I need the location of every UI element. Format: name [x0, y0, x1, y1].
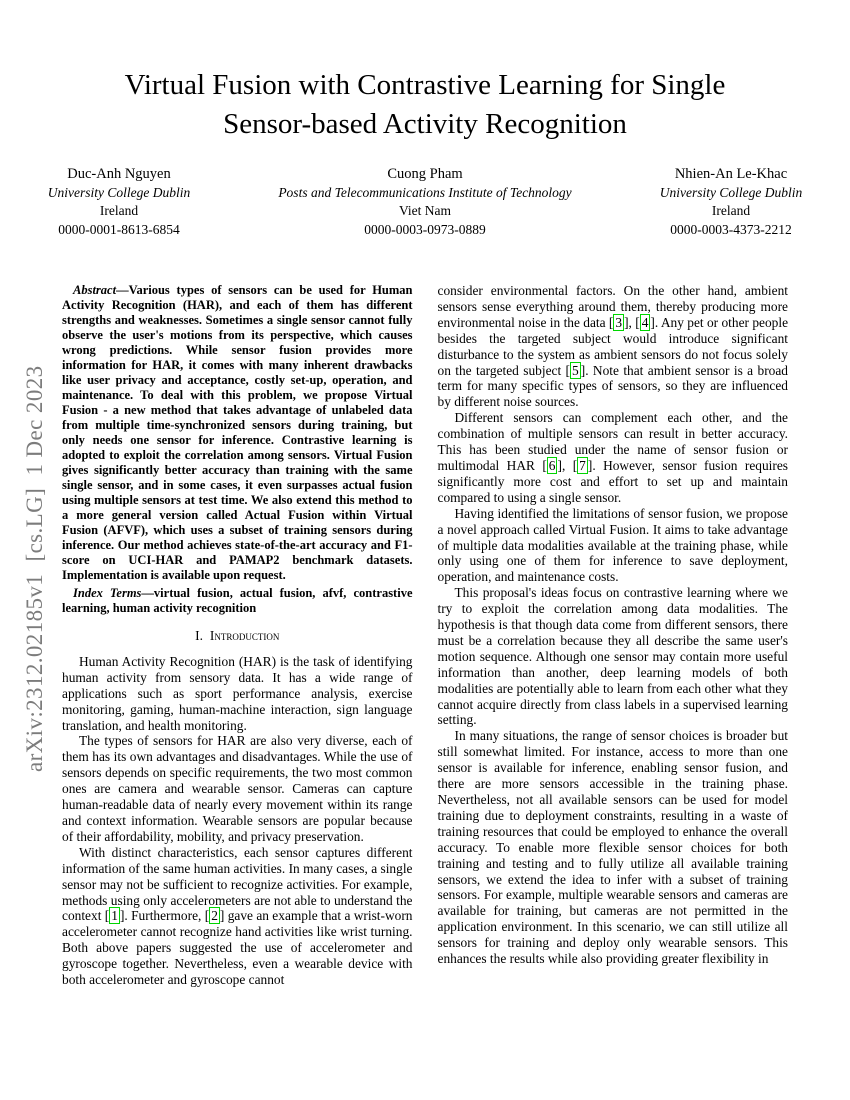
paragraph-intro-3-continued: consider environmental factors. On the other hand, ambient sensors sense everything around them, thereby producing more environmental noise in the data [ 3 ], [ 4 ]. Any pet or other people besides the targeted subject would introduce significant disturbance to the system as ambient sensors do not focus solely on the targeted subject [ 5 ]. Note that ambient sensor is a broad term for many specific types of sensors, so they are influenced by different noise sources. [437, 283, 789, 410]
paper-title-line1: Virtual Fusion with Contrastive Learning for Single [124, 69, 726, 101]
paragraph-intro-4: Different sensors can complement each other, and the combination of multiple sensors can result in better accuracy. This has been studied under the name of sensor fusion or multimodal HAR [ 6 ], [ 7 ]. However, sensor fusion requires significantly more cost and effort to set up and maintain compared to using a single sensor. [437, 410, 788, 505]
author-name: Nhien-An Le-Khac [674, 166, 788, 182]
citation-ref[interactable]: 1 [111, 908, 118, 924]
author-name: Duc-Anh Nguyen [67, 166, 171, 182]
author-affiliation: University College Dublin [659, 184, 803, 200]
citation-ref[interactable]: 4 [641, 314, 649, 330]
body-columns [62, 283, 788, 988]
citation-ref[interactable]: 2 [211, 908, 218, 924]
author-block [0, 165, 850, 239]
author-country: Ireland [711, 203, 751, 218]
author-1 [0, 165, 238, 239]
author-2 [238, 165, 612, 239]
index-terms-lead: Index Terms [73, 586, 142, 600]
section-heading-introduction [62, 628, 413, 644]
paragraph-intro-6: This proposal's ideas focus on contrastive learning where we try to exploit the correlation among data modalities. The hypothesis is that though data come from different sensors, there must be a correlation because they all describe the same user's motion sequence. Although one sensor may contain more useful information than another, deep learning models of both modalities are potentially able to learn from each other what they cannot acquire directly from class labels in a supervised learning setting. [437, 585, 788, 728]
author-name: Cuong Pham [387, 166, 463, 182]
abstract-lead: Abstract [73, 283, 117, 297]
author-3 [612, 165, 850, 239]
citation-ref[interactable]: 5 [572, 362, 579, 378]
index-terms [62, 586, 413, 616]
paper-title [0, 66, 850, 144]
paragraph-intro-2: The types of sensors for HAR are also very diverse, each of them has its own advantages and disadvantages. While the use of sensors depends on specific requirements, the two most common ones are camera and wearable sensor. Cameras can capture human-readable data of nearly every movement within its range and context information. Wearable sensors are popular because of their affordability, mobility, and privacy preservation. [62, 733, 413, 844]
author-affiliation: University College Dublin [47, 184, 191, 200]
arxiv-watermark: arXiv:2312.02185v1 [cs.LG] 1 Dec 2023 [22, 365, 47, 772]
citation-ref[interactable]: 6 [548, 457, 556, 473]
right-column [438, 283, 789, 988]
citation-ref[interactable]: 7 [579, 457, 586, 473]
section-number: I. [195, 628, 203, 643]
citation-ref[interactable]: 3 [615, 314, 623, 330]
left-column [62, 283, 413, 988]
paragraph-intro-5: Having identified the limitations of sensor fusion, we propose a novel approach called Virtual Fusion. It aims to take advantage of multiple data modalities available at the training phase, while only using one of them for inference to save deployment, operation, and maintenance costs. [437, 505, 788, 585]
paragraph-intro-1: Human Activity Recognition (HAR) is the task of identifying human activity from sensory data. It has a wide range of applications such as sport performance analysis, exercise monitoring, gaming, human-machine interaction, sign language translation, and health monitoring. [62, 653, 413, 733]
abstract-text: —Various types of sensors can be used for Human Activity Recognition (HAR), and each of them has different strengths and weaknesses. Sometimes a single sensor cannot fully observe the user's motions from its perspective, which causes wrong predictions. While sensor fusion provides more information for HAR, it comes with many inherent drawbacks like user privacy and acceptance, costly set-up, operation, and maintenance. To deal with this problem, we propose Virtual Fusion - a new method that takes advantage of unlabeled data from multiple time-synchronized sensors during training, but only needs one sensor for inference. Contrastive learning is adopted to exploit the correlation among sensors. Virtual Fusion gives significantly better accuracy than training with the same single sensor, and in some cases, it even surpasses actual fusion using multiple sensors at test time. We also extend this method to a more general version called Actual Fusion within Virtual Fusion (AFVF), which uses a subset of training sensors during inference. Our method achieves state-of-the-art accuracy and F1-score on UCI-HAR and PAMAP2 benchmark datasets. Implementation is available upon request. [62, 283, 413, 582]
paper-title-line2: Sensor-based Activity Recognition [223, 108, 627, 140]
author-orcid: 0000-0001-8613-6854 [58, 221, 180, 237]
abstract [62, 283, 413, 583]
paragraph-intro-3: With distinct characteristics, each sensor captures different information of the same human activities. In many cases, a single sensor may not be sufficient to recognize activities. For example, methods using only accelerometers are not able to understand the context [ 1 ]. Furthermore, [ 2 ] gave an example that a wrist-worn accelerometer cannot recognize hand activities like wrist turning. Both above papers suggested the use of accelerometer and gyroscope together. Nevertheless, even a wearable device with both accelerometer and gyroscope cannot [62, 844, 413, 988]
title-block [0, 0, 850, 239]
section-title: Introduction [209, 628, 280, 643]
author-country: Viet Nam [398, 203, 452, 218]
author-affiliation: Posts and Telecommunications Institute of Technology [278, 184, 572, 200]
index-terms-text: —virtual fusion, actual fusion, afvf, contrastive learning, human activity recognition [62, 586, 413, 615]
author-country: Ireland [99, 203, 139, 218]
paragraph-intro-7: In many situations, the range of sensor choices is broader but still somewhat limited. For instance, access to more than one sensor is available for inference, enabling sensor fusion, and there are more sensors accessible in the training phase. Nevertheless, not all available sensors can be used for model training due to deployment constraints, resulting in a waste of training resources that could be employed to enhance the overall accuracy. To enable more flexible sensor choices for both training and testing and to fully utilize all available training sensors, we extend the idea to infer with a subset of training sensors. For example, multiple wearable sensors and cameras are available for training, but cameras are not permitted in the application environment. In this scenario, we can still utilize all sensors for training and deploy only wearable sensors. This enhances the results while also providing greater flexibility in [437, 728, 788, 967]
author-orcid: 0000-0003-4373-2212 [670, 221, 792, 237]
author-orcid: 0000-0003-0973-0889 [364, 221, 486, 237]
